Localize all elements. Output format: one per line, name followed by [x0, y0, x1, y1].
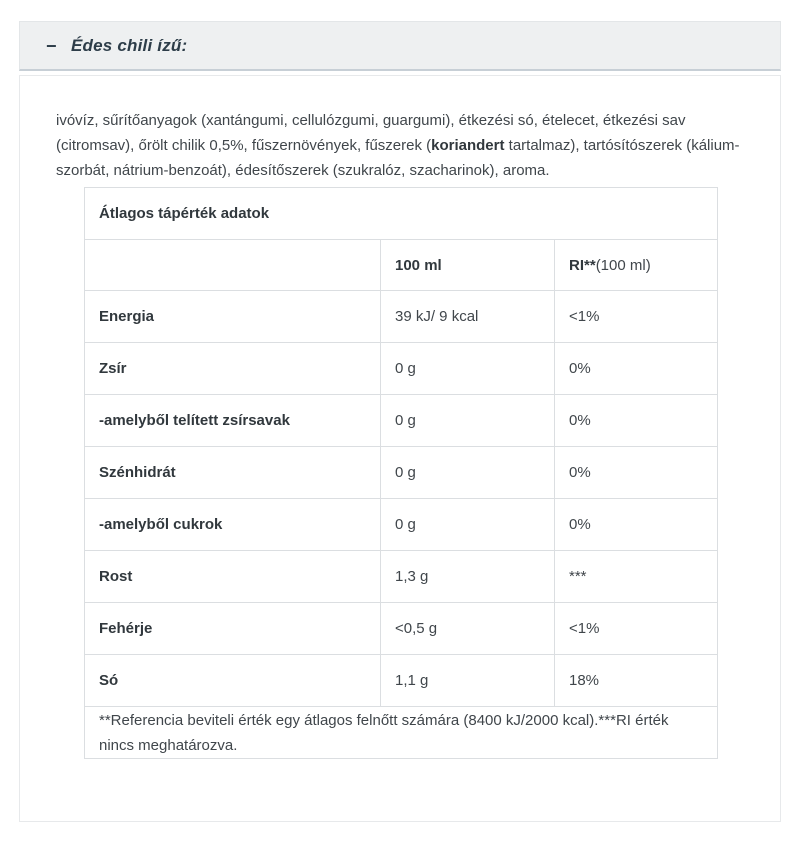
col-header-ri-regular: (100 ml): [595, 256, 651, 274]
nutrient-label: Energia: [85, 291, 381, 343]
value-100ml: 1,1 g: [381, 655, 555, 707]
value-ri: ***: [555, 551, 718, 603]
table-row-szenhidrat: [85, 447, 718, 499]
table-row-cukrok: [85, 499, 718, 551]
nutrient-label: -amelyből telített zsírsavak: [85, 395, 381, 447]
table-row-feherje: [85, 603, 718, 655]
table-row-telitett-zsirsavak: [85, 395, 718, 447]
nutrient-label: Zsír: [85, 343, 381, 395]
col-header-ri-bold: RI**: [569, 256, 596, 274]
value-ri: 0%: [555, 395, 718, 447]
column-header-row: [85, 240, 718, 291]
col-header-empty: [85, 240, 381, 291]
ingredients-part-1: ivóvíz, sűrítőanyagok (xantángumi, cellulózgumi, guargumi), étkezési só, ételecet, étkezési sav (citromsav), őrölt chilik 0,5%, fűszernövények, fűszerek (: [56, 112, 686, 154]
ingredients-part-2: tartalmaz), tartósítószerek (kálium-szorbát, nátrium-benzoát), édesítőszerek (szukralóz, szacharinok), aroma.: [56, 137, 740, 179]
ingredients-bold-allergen: koriandert: [431, 137, 505, 154]
nutrient-label: Szénhidrát: [85, 447, 381, 499]
nutrient-label: Só: [85, 655, 381, 707]
value-100ml: 0 g: [381, 395, 555, 447]
value-ri: <1%: [555, 603, 718, 655]
nutrient-label: Rost: [85, 551, 381, 603]
value-100ml: 0 g: [381, 447, 555, 499]
table-row-energia: [85, 291, 718, 343]
table-title-row: [85, 188, 718, 240]
table-row-zsir: [85, 343, 718, 395]
value-100ml: 39 kJ/ 9 kcal: [381, 291, 555, 343]
accordion-header-edes-chili[interactable]: [19, 21, 781, 71]
nutrition-table: [84, 187, 718, 759]
value-ri: 0%: [555, 447, 718, 499]
table-footnote-row: [85, 707, 718, 759]
table-row-rost: [85, 551, 718, 603]
value-100ml: 1,3 g: [381, 551, 555, 603]
col-header-ri: [555, 240, 718, 291]
nutrient-label: -amelyből cukrok: [85, 499, 381, 551]
table-title: Átlagos tápérték adatok: [85, 188, 718, 240]
table-footnote: **Referencia beviteli érték egy átlagos felnőtt számára (8400 kJ/2000 kcal).***RI érték nincs meghatározva.: [85, 707, 718, 759]
value-100ml: 0 g: [381, 499, 555, 551]
value-100ml: 0 g: [381, 343, 555, 395]
value-100ml: <0,5 g: [381, 603, 555, 655]
content-panel: [19, 75, 781, 822]
collapse-minus-icon[interactable]: −: [46, 35, 57, 56]
value-ri: 18%: [555, 655, 718, 707]
value-ri: 0%: [555, 343, 718, 395]
value-ri: <1%: [555, 291, 718, 343]
value-ri: 0%: [555, 499, 718, 551]
col-header-100ml: 100 ml: [381, 240, 555, 291]
accordion-title: Édes chili ízű:: [71, 35, 188, 55]
ingredients-text: [56, 108, 750, 183]
nutrient-label: Fehérje: [85, 603, 381, 655]
table-row-so: [85, 655, 718, 707]
